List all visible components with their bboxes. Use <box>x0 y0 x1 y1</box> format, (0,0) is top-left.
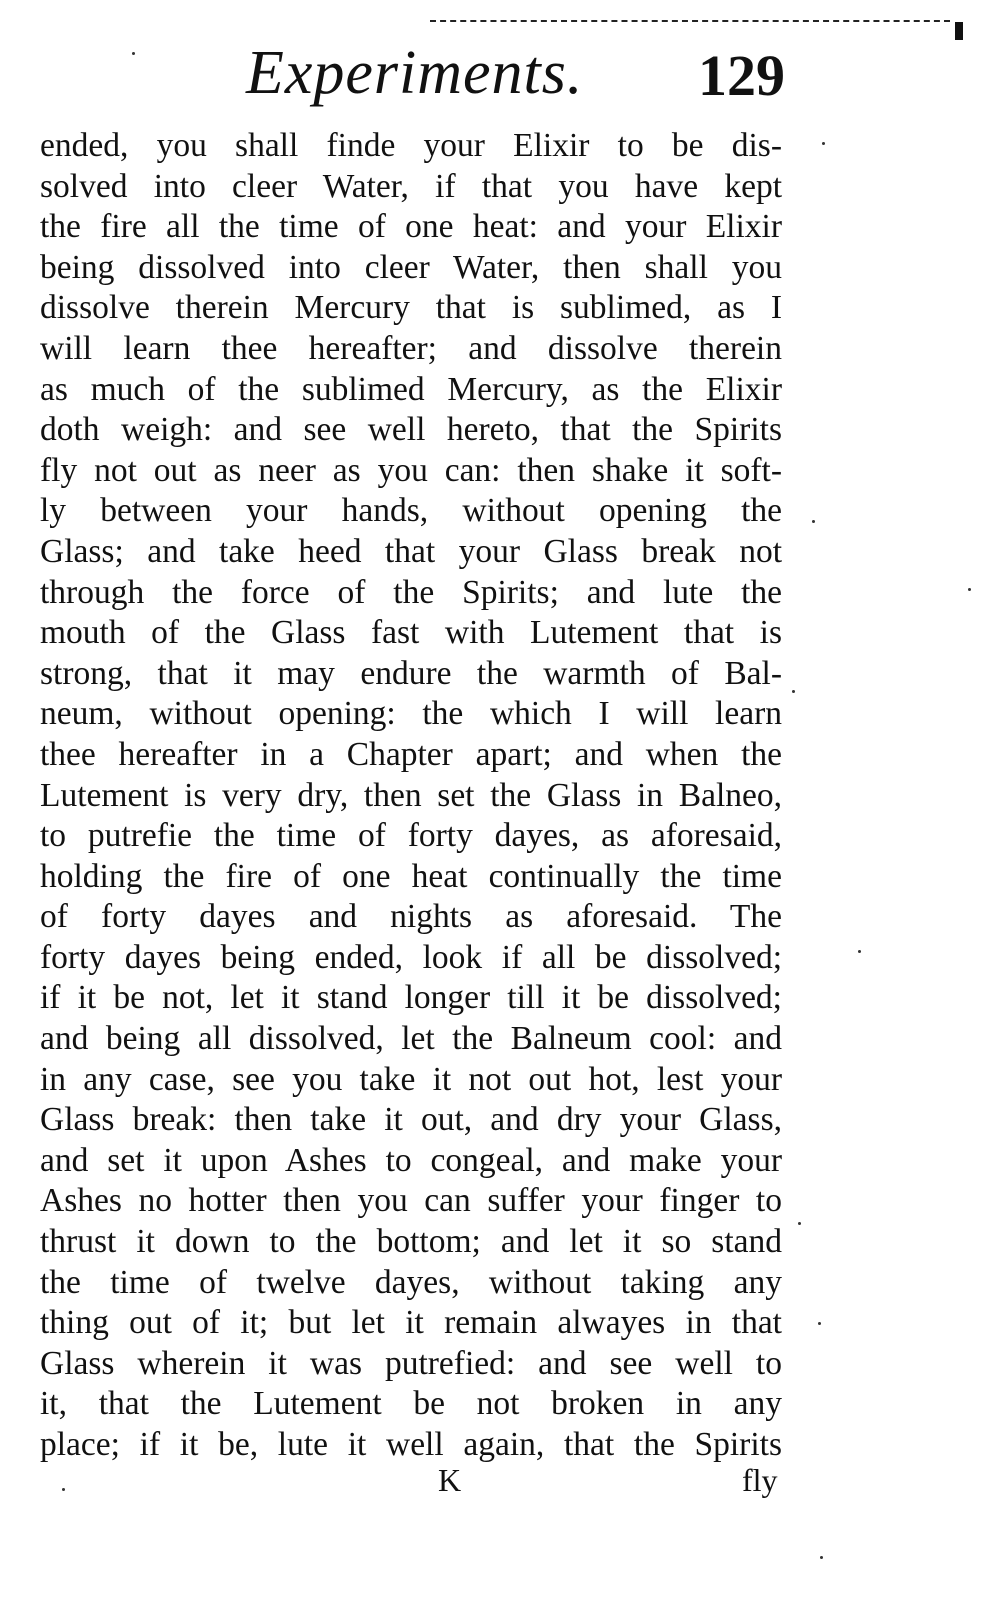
text-line: Lutement is very dry, then set the Glass in Balneo, <box>40 776 782 814</box>
text-line: Glass; and take heed that your Glass break not <box>40 532 782 570</box>
text-line: place; if it be, lute it well again, that the Spirits <box>40 1426 782 1463</box>
ink-speck <box>798 1222 801 1225</box>
text-line: neum, without opening: the which I will learn <box>40 695 782 733</box>
ink-speck <box>818 1322 821 1325</box>
text-line: dissolve therein Mercury that is sublimed, as I <box>40 289 782 327</box>
text-line: thee hereafter in a Chapter apart; and when the <box>40 735 782 773</box>
top-edge-rule <box>430 20 950 22</box>
text-line: Glass break: then take it out, and dry your Glass, <box>40 1101 782 1139</box>
text-line: being dissolved into cleer Water, then shall you <box>40 248 782 286</box>
text-line: mouth of the Glass fast with Lutement that is <box>40 614 782 652</box>
text-line: through the force of the Spirits; and lute the <box>40 573 782 611</box>
ink-speck <box>792 690 795 693</box>
text-line: the time of twelve dayes, without taking any <box>40 1263 782 1301</box>
signature-mark: K <box>438 1462 462 1498</box>
page-header <box>0 38 1000 118</box>
text-line: forty dayes being ended, look if all be dissolved; <box>40 938 782 976</box>
ink-speck <box>812 520 815 523</box>
text-line: doth weigh: and see well hereto, that the Spirits <box>40 411 782 449</box>
text-line: the fire all the time of one heat: and your Elixir <box>40 208 782 246</box>
ink-speck <box>858 950 861 953</box>
ink-speck <box>822 142 825 145</box>
text-line: thrust it down to the bottom; and let it so stand <box>40 1223 782 1261</box>
text-line: Glass wherein it was putrefied: and see well to <box>40 1344 782 1382</box>
text-line: ly between your hands, without opening the <box>40 492 782 530</box>
running-head: Experiments. <box>246 39 584 107</box>
text-line: if it be not, let it stand longer till it be dissolved; <box>40 979 782 1017</box>
text-line: to putrefie the time of forty dayes, as aforesaid, <box>40 817 782 855</box>
text-line: will learn thee hereafter; and dissolve therein <box>40 329 782 367</box>
ink-speck <box>968 588 971 591</box>
text-line: and set it upon Ashes to congeal, and make your <box>40 1141 782 1179</box>
text-line: as much of the sublimed Mercury, as the Elixir <box>40 370 782 408</box>
ink-speck <box>820 1556 823 1559</box>
text-line: in any case, see you take it not out hot, lest your <box>40 1060 782 1098</box>
ink-speck <box>62 1488 65 1491</box>
page-number: 129 <box>698 43 785 108</box>
text-line: holding the fire of one heat continually the time <box>40 857 782 895</box>
catchword: fly <box>742 1462 778 1498</box>
text-line: solved into cleer Water, if that you have kept <box>40 167 782 205</box>
page-footer <box>0 1462 1000 1512</box>
ink-speck <box>132 52 135 55</box>
text-line: strong, that it may endure the warmth of Bal- <box>40 654 782 692</box>
text-line: fly not out as neer as you can: then shake it soft- <box>40 451 782 489</box>
text-line: it, that the Lutement be not broken in any <box>40 1385 782 1423</box>
text-line: Ashes no hotter then you can suffer your finger to <box>40 1182 782 1220</box>
text-line: of forty dayes and nights as aforesaid. The <box>40 898 782 936</box>
text-line: and being all dissolved, let the Balneum cool: and <box>40 1020 782 1058</box>
text-line: ended, you shall finde your Elixir to be dis- <box>40 127 782 164</box>
text-line: thing out of it; but let it remain alwayes in that <box>40 1304 782 1342</box>
body-text <box>40 126 782 1466</box>
